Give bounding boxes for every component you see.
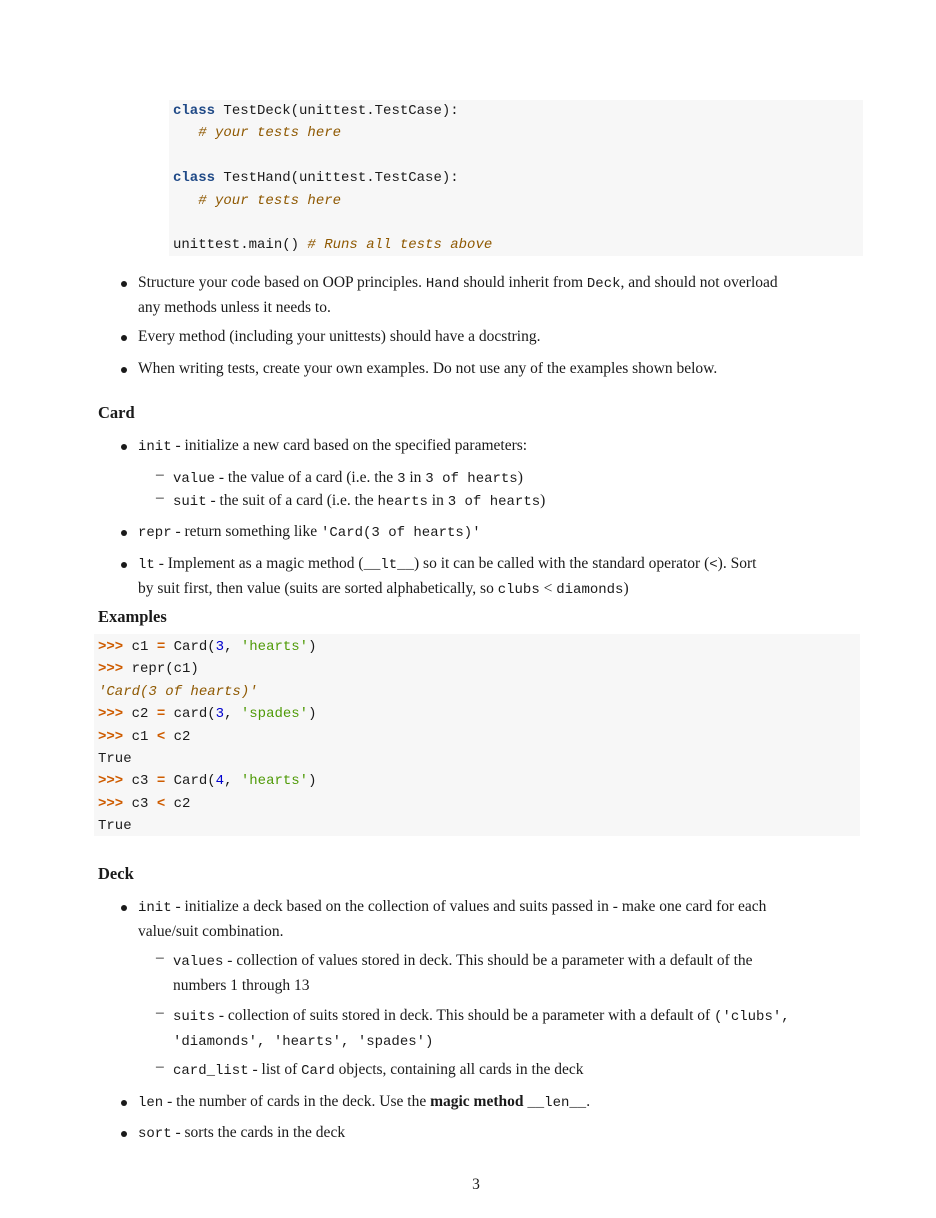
- inline-code: sort: [138, 1126, 172, 1142]
- code-text: ,: [224, 639, 241, 655]
- inline-code: Deck: [586, 276, 621, 292]
- text: - the number of cards in the deck. Use the: [163, 1093, 431, 1110]
- text: - Implement as a magic method (: [154, 555, 364, 572]
- text: in: [427, 492, 448, 509]
- text: ) so it can be called with the standard operator (: [414, 555, 710, 572]
- prompt: >>>: [98, 639, 124, 655]
- code-text: c2: [165, 728, 191, 745]
- deck-init: [138, 895, 858, 943]
- inline-code: 3 of hearts: [447, 494, 541, 510]
- operator: <: [156, 728, 166, 745]
- output: True: [98, 750, 132, 767]
- inline-code: 3 of hearts: [425, 471, 518, 487]
- code-line: [98, 748, 860, 770]
- code-line: [173, 167, 863, 189]
- inline-code: <: [709, 557, 718, 573]
- bullet-icon: [121, 1100, 127, 1106]
- number: 3: [215, 706, 225, 723]
- card-init: [138, 434, 527, 459]
- code-line-blank: [173, 145, 863, 167]
- requirement-examples: When writing tests, create your own examples. Do not use any of the examples shown below.: [138, 360, 718, 377]
- prompt: >>>: [98, 795, 124, 812]
- inline-code: init: [138, 439, 172, 455]
- bullet-icon: [121, 562, 127, 568]
- code-text: ): [308, 706, 317, 723]
- code-line: [98, 658, 860, 680]
- inline-code: suits: [173, 1009, 216, 1025]
- bullet-icon: [121, 530, 127, 536]
- code-line: [173, 234, 863, 256]
- bullet-icon: [121, 444, 127, 450]
- string: 'hearts': [240, 639, 309, 655]
- text: ): [623, 580, 629, 597]
- code-text: c1: [123, 728, 157, 745]
- inline-code: diamonds: [556, 582, 624, 598]
- code-line: [98, 726, 860, 748]
- inline-code: repr: [138, 525, 172, 541]
- text: any methods unless it needs to.: [138, 299, 331, 316]
- code-text: Card(: [165, 773, 216, 790]
- text: , and should not overload: [620, 274, 778, 291]
- inline-code: 'Card(3 of hearts)': [320, 525, 481, 541]
- inline-code: values: [173, 954, 224, 970]
- bold-text: magic method: [430, 1093, 524, 1110]
- code-text: unittest.main(): [173, 237, 308, 254]
- text: should inherit from: [459, 274, 587, 291]
- text: - collection of values stored in deck. This should be a parameter with a default of the: [223, 952, 753, 969]
- code-line: [173, 122, 863, 144]
- output: True: [98, 818, 132, 835]
- code-text: card(: [165, 706, 216, 723]
- operator: <: [156, 795, 166, 812]
- string: 'hearts': [240, 773, 309, 790]
- keyword: class: [173, 103, 216, 119]
- code-text: repr(c1): [123, 661, 199, 678]
- text: ). Sort: [717, 555, 757, 572]
- bullet-icon: [121, 281, 127, 287]
- inline-code: value: [173, 471, 216, 487]
- inline-code: 3: [397, 471, 406, 487]
- text: value/suit combination.: [138, 923, 284, 940]
- code-text: ): [308, 639, 317, 655]
- code-comment: # your tests here: [173, 192, 342, 209]
- code-text: ,: [224, 773, 241, 790]
- deck-sort: [138, 1121, 345, 1146]
- prompt: >>>: [98, 661, 124, 678]
- number: 4: [215, 773, 225, 790]
- code-text: c3: [123, 773, 157, 790]
- text: - initialize a deck based on the collection of values and suits passed in - make one card for each: [171, 898, 767, 915]
- inline-code: lt: [138, 557, 155, 573]
- code-line: [98, 703, 860, 725]
- operator: =: [156, 706, 166, 723]
- text: - the value of a card (i.e. the: [215, 469, 398, 486]
- code-line: [98, 815, 860, 837]
- examples-code-block: [94, 634, 860, 836]
- text: ): [517, 469, 523, 486]
- text: ): [540, 492, 546, 509]
- inline-code: suit: [173, 494, 207, 510]
- inline-code: hearts: [377, 494, 428, 510]
- inline-code: __lt__: [363, 557, 414, 573]
- code-line: [98, 636, 860, 658]
- section-heading-examples: Examples: [98, 607, 167, 626]
- prompt: >>>: [98, 773, 124, 790]
- output: 'Card(3 of hearts)': [98, 683, 258, 700]
- prompt: >>>: [98, 728, 124, 745]
- dash-icon: –: [156, 489, 164, 506]
- code-text: c2: [123, 706, 157, 723]
- inline-code: __len__: [527, 1095, 587, 1111]
- code-text: c1: [123, 639, 157, 655]
- inline-code: card_list: [173, 1063, 249, 1079]
- text: objects, containing all cards in the deck: [334, 1061, 584, 1078]
- text: - initialize a new card based on the specified parameters:: [171, 437, 528, 454]
- code-line: [173, 100, 863, 122]
- code-comment: # Runs all tests above: [307, 237, 493, 254]
- code-text: ): [308, 773, 317, 790]
- code-text: ,: [224, 706, 241, 723]
- bullet-icon: [121, 905, 127, 911]
- dash-icon: –: [156, 466, 164, 483]
- text: by suit first, then value (suits are sorted alphabetically, so: [138, 580, 498, 597]
- text: - collection of suits stored in deck. This should be a parameter with a default of: [215, 1007, 715, 1024]
- deck-param-values: [173, 949, 863, 997]
- bullet-icon: [121, 335, 127, 341]
- requirement-docstring: Every method (including your unittests) should have a docstring.: [138, 328, 541, 345]
- text: - return something like: [171, 523, 321, 540]
- dash-icon: –: [156, 1058, 164, 1075]
- prompt: >>>: [98, 706, 124, 723]
- bullet-icon: [121, 1131, 127, 1137]
- code-line: [173, 190, 863, 212]
- deck-param-card-list: [173, 1058, 584, 1083]
- operator: =: [156, 639, 166, 655]
- section-heading-deck: Deck: [98, 864, 134, 883]
- inline-code: 'diamonds', 'hearts', 'spades'): [173, 1034, 434, 1050]
- bullet-icon: [121, 367, 127, 373]
- code-text: c3: [123, 795, 157, 812]
- code-line: [98, 770, 860, 792]
- code-comment: # your tests here: [173, 125, 342, 142]
- code-line-blank: [173, 212, 863, 234]
- code-text: Card(: [165, 639, 216, 655]
- inline-code: len: [138, 1095, 164, 1111]
- card-repr: [138, 520, 481, 545]
- keyword: class: [173, 170, 216, 187]
- text: - list of: [248, 1061, 302, 1078]
- inline-code: clubs: [497, 582, 540, 598]
- code-text: c2: [165, 795, 191, 812]
- code-line: [98, 681, 860, 703]
- text: - sorts the cards in the deck: [171, 1124, 346, 1141]
- unittest-code-block: [169, 100, 863, 256]
- card-param-suit: [173, 489, 545, 514]
- requirement-oop: [138, 271, 858, 319]
- number: 3: [215, 639, 225, 655]
- text: - the suit of a card (i.e. the: [206, 492, 378, 509]
- deck-param-suits: [173, 1004, 863, 1054]
- inline-code: Hand: [425, 276, 460, 292]
- text: <: [539, 580, 557, 597]
- text: .: [586, 1093, 591, 1110]
- dash-icon: –: [156, 949, 164, 966]
- string: 'spades': [240, 706, 309, 723]
- card-lt: [138, 552, 858, 602]
- dash-icon: –: [156, 1004, 164, 1021]
- inline-code: init: [138, 900, 172, 916]
- inline-code: ('clubs',: [714, 1009, 790, 1025]
- code-line: [98, 793, 860, 815]
- inline-code: Card: [301, 1063, 335, 1079]
- page-number: 3: [472, 1176, 480, 1193]
- code-text: TestHand(unittest.TestCase):: [215, 170, 459, 187]
- text: Structure your code based on OOP principles.: [138, 274, 426, 291]
- text: numbers 1 through 13: [173, 977, 310, 994]
- operator: =: [156, 773, 166, 790]
- text: in: [405, 469, 426, 486]
- section-heading-card: Card: [98, 403, 135, 422]
- deck-len: [138, 1090, 590, 1115]
- code-text: TestDeck(unittest.TestCase):: [215, 103, 459, 119]
- card-param-value: [173, 466, 523, 491]
